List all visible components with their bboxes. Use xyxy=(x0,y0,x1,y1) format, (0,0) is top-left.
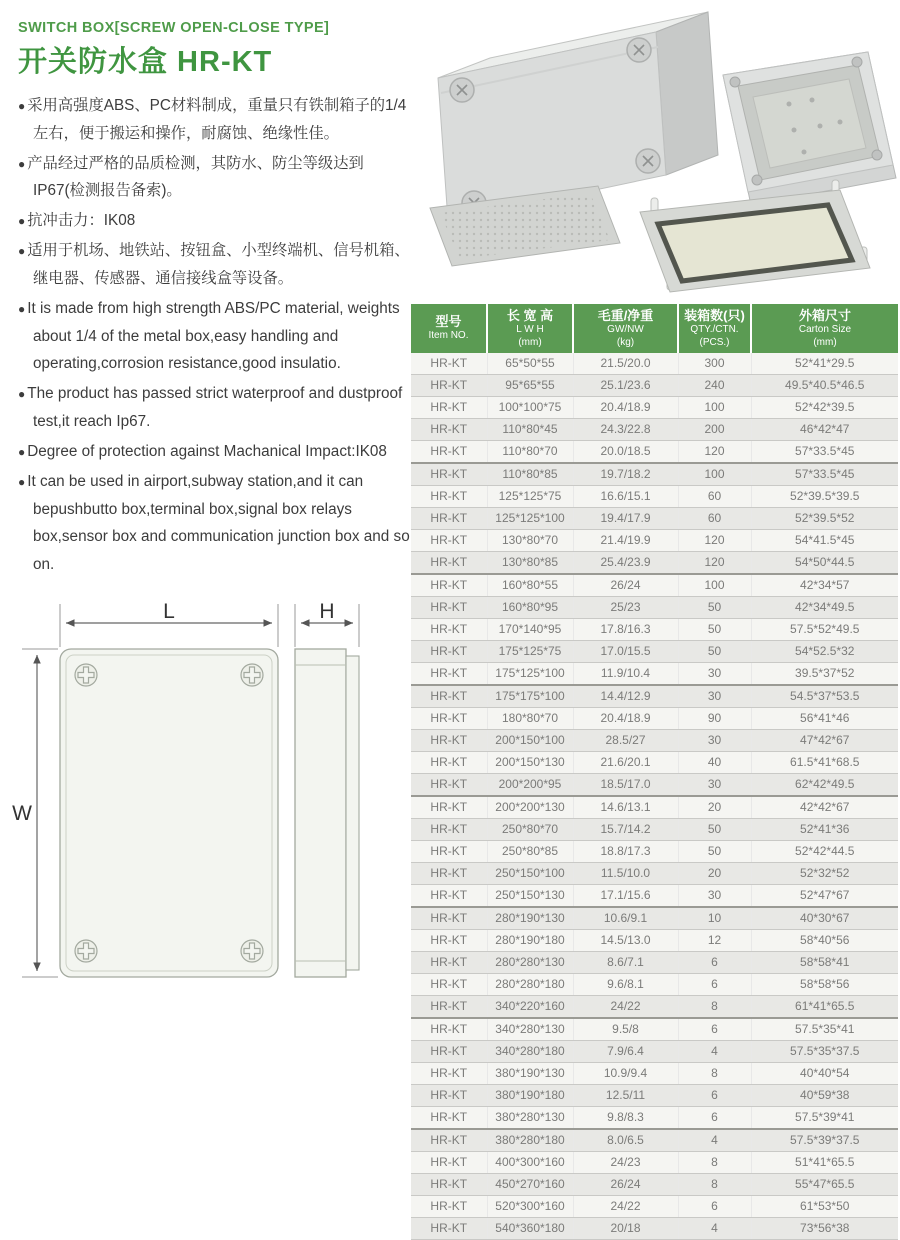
cell-item-no: HR-KT xyxy=(411,840,487,862)
col-header-en: L W H xyxy=(516,324,544,336)
cell-qty: 50 xyxy=(678,618,751,640)
feature-item: ● 抗冲击力：IK08 xyxy=(18,207,410,235)
cell-item-no: HR-KT xyxy=(411,1106,487,1129)
cell-qty: 8 xyxy=(678,995,751,1018)
cell-lwh: 380*280*130 xyxy=(487,1106,573,1129)
cell-gwnw: 7.9/6.4 xyxy=(573,1040,678,1062)
table-row xyxy=(411,353,898,375)
table-row xyxy=(411,1018,898,1041)
cell-item-no: HR-KT xyxy=(411,1195,487,1217)
cell-qty: 100 xyxy=(678,463,751,486)
table-row xyxy=(411,640,898,662)
cell-lwh: 170*140*95 xyxy=(487,618,573,640)
product-description xyxy=(18,20,410,581)
cell-gwnw: 14.5/13.0 xyxy=(573,929,678,951)
col-header-zh: 长 宽 高 xyxy=(506,308,554,323)
table-row xyxy=(411,485,898,507)
table-row xyxy=(411,551,898,574)
cell-item-no: HR-KT xyxy=(411,396,487,418)
cell-item-no: HR-KT xyxy=(411,773,487,796)
table-row xyxy=(411,529,898,551)
cell-carton: 52*42*44.5 xyxy=(751,840,898,862)
cell-lwh: 520*300*160 xyxy=(487,1195,573,1217)
cell-gwnw: 17.1/15.6 xyxy=(573,884,678,907)
table-row xyxy=(411,396,898,418)
cell-item-no: HR-KT xyxy=(411,929,487,951)
table-row xyxy=(411,1084,898,1106)
cell-carton: 57.5*52*49.5 xyxy=(751,618,898,640)
cell-carton: 54*41.5*45 xyxy=(751,529,898,551)
english-title: SWITCH BOX[SCREW OPEN-CLOSE TYPE] xyxy=(18,20,330,36)
cell-lwh: 250*80*85 xyxy=(487,840,573,862)
cell-item-no: HR-KT xyxy=(411,551,487,574)
cell-gwnw: 9.6/8.1 xyxy=(573,973,678,995)
cell-carton: 61*41*65.5 xyxy=(751,995,898,1018)
cell-carton: 55*47*65.5 xyxy=(751,1173,898,1195)
cell-gwnw: 9.8/8.3 xyxy=(573,1106,678,1129)
cell-carton: 58*58*56 xyxy=(751,973,898,995)
cell-lwh: 130*80*85 xyxy=(487,551,573,574)
cell-item-no: HR-KT xyxy=(411,1173,487,1195)
cell-carton: 40*59*38 xyxy=(751,1084,898,1106)
cell-qty: 8 xyxy=(678,1151,751,1173)
cell-lwh: 175*125*100 xyxy=(487,662,573,685)
cell-lwh: 110*80*45 xyxy=(487,418,573,440)
cell-item-no: HR-KT xyxy=(411,729,487,751)
cell-carton: 49.5*40.5*46.5 xyxy=(751,374,898,396)
cell-item-no: HR-KT xyxy=(411,640,487,662)
col-header-zh: 外箱尺寸 xyxy=(798,308,851,323)
cell-carton: 57.5*35*41 xyxy=(751,1018,898,1041)
table-row xyxy=(411,1195,898,1217)
col-header-zh: 毛重/净重 xyxy=(597,308,654,323)
cell-item-no: HR-KT xyxy=(411,1084,487,1106)
cell-carton: 61.5*41*68.5 xyxy=(751,751,898,773)
cell-item-no: HR-KT xyxy=(411,707,487,729)
cell-lwh: 95*65*55 xyxy=(487,374,573,396)
cell-lwh: 540*360*180 xyxy=(487,1217,573,1239)
cell-qty: 6 xyxy=(678,973,751,995)
cell-lwh: 340*280*180 xyxy=(487,1040,573,1062)
cell-item-no: HR-KT xyxy=(411,440,487,463)
cell-gwnw: 9.5/8 xyxy=(573,1018,678,1041)
cell-lwh: 380*190*180 xyxy=(487,1084,573,1106)
table-row xyxy=(411,1151,898,1173)
cell-qty: 240 xyxy=(678,374,751,396)
cell-lwh: 400*300*160 xyxy=(487,1151,573,1173)
cell-lwh: 110*80*70 xyxy=(487,440,573,463)
table-row xyxy=(411,463,898,486)
cell-item-no: HR-KT xyxy=(411,685,487,708)
cell-gwnw: 11.5/10.0 xyxy=(573,862,678,884)
cell-qty: 6 xyxy=(678,951,751,973)
cell-qty: 120 xyxy=(678,440,751,463)
cell-lwh: 280*280*180 xyxy=(487,973,573,995)
col-header-zh: 型号 xyxy=(435,314,462,329)
cell-gwnw: 15.7/14.2 xyxy=(573,818,678,840)
cell-lwh: 180*80*70 xyxy=(487,707,573,729)
table-row xyxy=(411,751,898,773)
cell-item-no: HR-KT xyxy=(411,907,487,930)
cell-carton: 39.5*37*52 xyxy=(751,662,898,685)
cell-item-no: HR-KT xyxy=(411,1062,487,1084)
cell-lwh: 160*80*55 xyxy=(487,574,573,597)
cell-lwh: 125*125*100 xyxy=(487,507,573,529)
table-row xyxy=(411,884,898,907)
side-view xyxy=(295,649,359,977)
cell-qty: 60 xyxy=(678,485,751,507)
feature-item: ● It is made from high strength ABS/PC material, weights about 1/4 of the metal box,easy handling and operating,corrosion resistance,good insulatio. xyxy=(18,295,410,378)
col-header-en: Carton Size xyxy=(798,324,852,336)
cell-carton: 54.5*37*53.5 xyxy=(751,685,898,708)
cell-carton: 57.5*39*37.5 xyxy=(751,1129,898,1152)
cell-lwh: 200*200*130 xyxy=(487,796,573,819)
cell-qty: 8 xyxy=(678,1173,751,1195)
cell-gwnw: 10.9/9.4 xyxy=(573,1062,678,1084)
chinese-title: 开关防水盒 HR-KT xyxy=(18,46,273,78)
cell-gwnw: 17.8/16.3 xyxy=(573,618,678,640)
table-row xyxy=(411,418,898,440)
table-row xyxy=(411,507,898,529)
cell-lwh: 380*190*130 xyxy=(487,1062,573,1084)
feature-item: ● The product has passed strict waterproof and dustproof test,it reach Ip67. xyxy=(18,380,410,436)
cell-lwh: 125*125*75 xyxy=(487,485,573,507)
cell-lwh: 340*280*130 xyxy=(487,1018,573,1041)
table-row xyxy=(411,374,898,396)
cell-carton: 52*39.5*39.5 xyxy=(751,485,898,507)
cell-carton: 57*33.5*45 xyxy=(751,440,898,463)
cell-qty: 30 xyxy=(678,773,751,796)
cell-lwh: 65*50*55 xyxy=(487,353,573,375)
spec-table xyxy=(411,304,898,1240)
cell-item-no: HR-KT xyxy=(411,751,487,773)
cell-gwnw: 24/23 xyxy=(573,1151,678,1173)
cell-lwh: 380*280*180 xyxy=(487,1129,573,1152)
col-header-en: GW/NW xyxy=(607,324,644,336)
cell-gwnw: 18.5/17.0 xyxy=(573,773,678,796)
cell-item-no: HR-KT xyxy=(411,1018,487,1041)
cell-carton: 54*50*44.5 xyxy=(751,551,898,574)
dimension-drawing xyxy=(10,592,405,1012)
cell-gwnw: 25.4/23.9 xyxy=(573,551,678,574)
cell-gwnw: 20.0/18.5 xyxy=(573,440,678,463)
cell-carton: 52*32*52 xyxy=(751,862,898,884)
cell-gwnw: 16.6/15.1 xyxy=(573,485,678,507)
cell-gwnw: 14.6/13.1 xyxy=(573,796,678,819)
cell-item-no: HR-KT xyxy=(411,353,487,375)
cell-gwnw: 19.7/18.2 xyxy=(573,463,678,486)
cell-item-no: HR-KT xyxy=(411,618,487,640)
table-row xyxy=(411,596,898,618)
feature-list xyxy=(18,92,410,579)
cell-item-no: HR-KT xyxy=(411,818,487,840)
table-row xyxy=(411,662,898,685)
cell-qty: 40 xyxy=(678,751,751,773)
cell-gwnw: 20/18 xyxy=(573,1217,678,1239)
cell-gwnw: 25/23 xyxy=(573,596,678,618)
cell-carton: 52*41*36 xyxy=(751,818,898,840)
cell-qty: 4 xyxy=(678,1217,751,1239)
table-row xyxy=(411,729,898,751)
cell-gwnw: 19.4/17.9 xyxy=(573,507,678,529)
col-header-unit: (mm) xyxy=(813,336,837,348)
cell-gwnw: 21.4/19.9 xyxy=(573,529,678,551)
cell-gwnw: 24/22 xyxy=(573,1195,678,1217)
product-photo-illustration xyxy=(408,0,900,302)
cell-item-no: HR-KT xyxy=(411,374,487,396)
table-row xyxy=(411,951,898,973)
table-row xyxy=(411,796,898,819)
cell-qty: 30 xyxy=(678,662,751,685)
spec-table-wrap xyxy=(411,304,898,1240)
cell-lwh: 250*150*130 xyxy=(487,884,573,907)
dimension-label-height: H xyxy=(319,600,335,623)
table-row xyxy=(411,773,898,796)
cell-qty: 20 xyxy=(678,862,751,884)
cell-item-no: HR-KT xyxy=(411,862,487,884)
cell-lwh: 200*150*130 xyxy=(487,751,573,773)
cell-qty: 12 xyxy=(678,929,751,951)
cell-carton: 52*42*39.5 xyxy=(751,396,898,418)
cell-qty: 120 xyxy=(678,551,751,574)
cell-qty: 20 xyxy=(678,796,751,819)
cell-gwnw: 8.0/6.5 xyxy=(573,1129,678,1152)
cell-qty: 4 xyxy=(678,1129,751,1152)
table-row xyxy=(411,995,898,1018)
table-row xyxy=(411,862,898,884)
cell-qty: 100 xyxy=(678,574,751,597)
table-row xyxy=(411,1106,898,1129)
cell-gwnw: 12.5/11 xyxy=(573,1084,678,1106)
cell-carton: 52*41*29.5 xyxy=(751,353,898,375)
spec-table-body xyxy=(411,353,898,1240)
cell-carton: 62*42*49.5 xyxy=(751,773,898,796)
cell-lwh: 175*175*100 xyxy=(487,685,573,708)
spec-table-header xyxy=(411,304,898,353)
table-row xyxy=(411,840,898,862)
table-row xyxy=(411,1040,898,1062)
cell-item-no: HR-KT xyxy=(411,418,487,440)
cell-gwnw: 21.6/20.1 xyxy=(573,751,678,773)
cell-item-no: HR-KT xyxy=(411,995,487,1018)
table-row xyxy=(411,907,898,930)
cell-qty: 10 xyxy=(678,907,751,930)
cell-item-no: HR-KT xyxy=(411,596,487,618)
col-header-en: Item NO. xyxy=(428,330,469,342)
cell-carton: 42*42*67 xyxy=(751,796,898,819)
cell-carton: 61*53*50 xyxy=(751,1195,898,1217)
feature-item: ● Degree of protection against Machanical Impact:IK08 xyxy=(18,438,410,466)
feature-item: ● 适用于机场、地铁站、按钮盒、小型终端机、信号机箱、继电器、传感器、通信接线盒等设备。 xyxy=(18,237,410,293)
table-row xyxy=(411,707,898,729)
cell-gwnw: 18.8/17.3 xyxy=(573,840,678,862)
cell-qty: 30 xyxy=(678,685,751,708)
cell-lwh: 110*80*85 xyxy=(487,463,573,486)
cell-lwh: 340*220*160 xyxy=(487,995,573,1018)
cell-qty: 8 xyxy=(678,1062,751,1084)
cell-item-no: HR-KT xyxy=(411,951,487,973)
cell-gwnw: 26/24 xyxy=(573,1173,678,1195)
cell-gwnw: 20.4/18.9 xyxy=(573,707,678,729)
cell-lwh: 280*190*130 xyxy=(487,907,573,930)
cell-item-no: HR-KT xyxy=(411,973,487,995)
cell-item-no: HR-KT xyxy=(411,1040,487,1062)
cell-qty: 300 xyxy=(678,353,751,375)
cell-lwh: 280*190*180 xyxy=(487,929,573,951)
table-row xyxy=(411,1062,898,1084)
col-header-unit: (PCS.) xyxy=(699,336,730,348)
cell-carton: 42*34*49.5 xyxy=(751,596,898,618)
cell-item-no: HR-KT xyxy=(411,1217,487,1239)
cell-carton: 57.5*35*37.5 xyxy=(751,1040,898,1062)
cell-carton: 57*33.5*45 xyxy=(751,463,898,486)
cell-qty: 60 xyxy=(678,507,751,529)
cell-lwh: 280*280*130 xyxy=(487,951,573,973)
cell-qty: 6 xyxy=(678,1084,751,1106)
cell-gwnw: 28.5/27 xyxy=(573,729,678,751)
cell-carton: 52*39.5*52 xyxy=(751,507,898,529)
product-photo xyxy=(408,0,900,302)
cell-gwnw: 21.5/20.0 xyxy=(573,353,678,375)
cell-carton: 52*47*67 xyxy=(751,884,898,907)
cell-gwnw: 8.6/7.1 xyxy=(573,951,678,973)
cell-gwnw: 11.9/10.4 xyxy=(573,662,678,685)
cell-item-no: HR-KT xyxy=(411,796,487,819)
feature-item: ● 采用高强度ABS、PC材料制成，重量只有铁制箱子的1/4左右，便于搬运和操作，耐腐蚀、绝缘性佳。 xyxy=(18,92,410,148)
cell-gwnw: 24/22 xyxy=(573,995,678,1018)
feature-item: ● It can be used in airport,subway station,and it can bepushbutto box,terminal box,signal box relays box,sensor box and communication junction box and so on. xyxy=(18,468,410,579)
cell-carton: 47*42*67 xyxy=(751,729,898,751)
table-row xyxy=(411,574,898,597)
cell-qty: 50 xyxy=(678,596,751,618)
cell-lwh: 160*80*95 xyxy=(487,596,573,618)
cell-carton: 40*30*67 xyxy=(751,907,898,930)
cell-qty: 30 xyxy=(678,884,751,907)
col-header-qty xyxy=(678,304,751,353)
table-row xyxy=(411,685,898,708)
cell-gwnw: 17.0/15.5 xyxy=(573,640,678,662)
table-row xyxy=(411,1173,898,1195)
table-row xyxy=(411,929,898,951)
col-header-gwnw xyxy=(573,304,678,353)
cell-carton: 57.5*39*41 xyxy=(751,1106,898,1129)
col-header-zh: 装箱数(只) xyxy=(684,308,745,323)
col-header-unit: (mm) xyxy=(518,336,542,348)
cell-item-no: HR-KT xyxy=(411,884,487,907)
cell-gwnw: 10.6/9.1 xyxy=(573,907,678,930)
cell-item-no: HR-KT xyxy=(411,1129,487,1152)
cell-item-no: HR-KT xyxy=(411,662,487,685)
cell-lwh: 200*200*95 xyxy=(487,773,573,796)
cell-carton: 46*42*47 xyxy=(751,418,898,440)
cell-qty: 120 xyxy=(678,529,751,551)
table-row xyxy=(411,440,898,463)
cell-lwh: 200*150*100 xyxy=(487,729,573,751)
cell-carton: 51*41*65.5 xyxy=(751,1151,898,1173)
cell-carton: 73*56*38 xyxy=(751,1217,898,1239)
col-header-item-no xyxy=(411,304,487,353)
cell-lwh: 100*100*75 xyxy=(487,396,573,418)
cell-carton: 56*41*46 xyxy=(751,707,898,729)
cell-lwh: 250*80*70 xyxy=(487,818,573,840)
open-box-image xyxy=(723,52,896,205)
table-row xyxy=(411,1217,898,1239)
col-header-lwh xyxy=(487,304,573,353)
cell-carton: 40*40*54 xyxy=(751,1062,898,1084)
cell-item-no: HR-KT xyxy=(411,485,487,507)
cell-item-no: HR-KT xyxy=(411,1151,487,1173)
cell-qty: 90 xyxy=(678,707,751,729)
cell-lwh: 130*80*70 xyxy=(487,529,573,551)
cell-qty: 6 xyxy=(678,1195,751,1217)
cell-gwnw: 26/24 xyxy=(573,574,678,597)
cell-qty: 50 xyxy=(678,640,751,662)
cell-item-no: HR-KT xyxy=(411,574,487,597)
cell-carton: 54*52.5*32 xyxy=(751,640,898,662)
table-row xyxy=(411,1129,898,1152)
col-header-carton xyxy=(751,304,898,353)
cell-lwh: 175*125*75 xyxy=(487,640,573,662)
cell-gwnw: 24.3/22.8 xyxy=(573,418,678,440)
cell-qty: 50 xyxy=(678,818,751,840)
dimension-label-length: L xyxy=(163,600,175,623)
cell-lwh: 450*270*160 xyxy=(487,1173,573,1195)
cell-gwnw: 14.4/12.9 xyxy=(573,685,678,708)
cell-qty: 6 xyxy=(678,1106,751,1129)
cell-qty: 50 xyxy=(678,840,751,862)
feature-item: ● 产品经过严格的品质检测，其防水、防尘等级达到IP67(检测报告备索)。 xyxy=(18,150,410,206)
cell-gwnw: 20.4/18.9 xyxy=(573,396,678,418)
cell-item-no: HR-KT xyxy=(411,529,487,551)
col-header-unit: (kg) xyxy=(616,336,635,348)
dimension-drawing-svg xyxy=(10,592,405,1012)
cell-lwh: 250*150*100 xyxy=(487,862,573,884)
table-row xyxy=(411,618,898,640)
front-view xyxy=(60,649,278,977)
cell-qty: 100 xyxy=(678,396,751,418)
table-row xyxy=(411,818,898,840)
cell-carton: 58*58*41 xyxy=(751,951,898,973)
cell-qty: 200 xyxy=(678,418,751,440)
col-header-en: QTY./CTN. xyxy=(690,324,739,336)
cell-carton: 42*34*57 xyxy=(751,574,898,597)
cell-qty: 4 xyxy=(678,1040,751,1062)
cell-gwnw: 25.1/23.6 xyxy=(573,374,678,396)
dimension-label-width: W xyxy=(12,802,32,825)
cell-qty: 30 xyxy=(678,729,751,751)
table-row xyxy=(411,973,898,995)
cell-item-no: HR-KT xyxy=(411,507,487,529)
cell-qty: 6 xyxy=(678,1018,751,1041)
cell-item-no: HR-KT xyxy=(411,463,487,486)
cell-carton: 58*40*56 xyxy=(751,929,898,951)
